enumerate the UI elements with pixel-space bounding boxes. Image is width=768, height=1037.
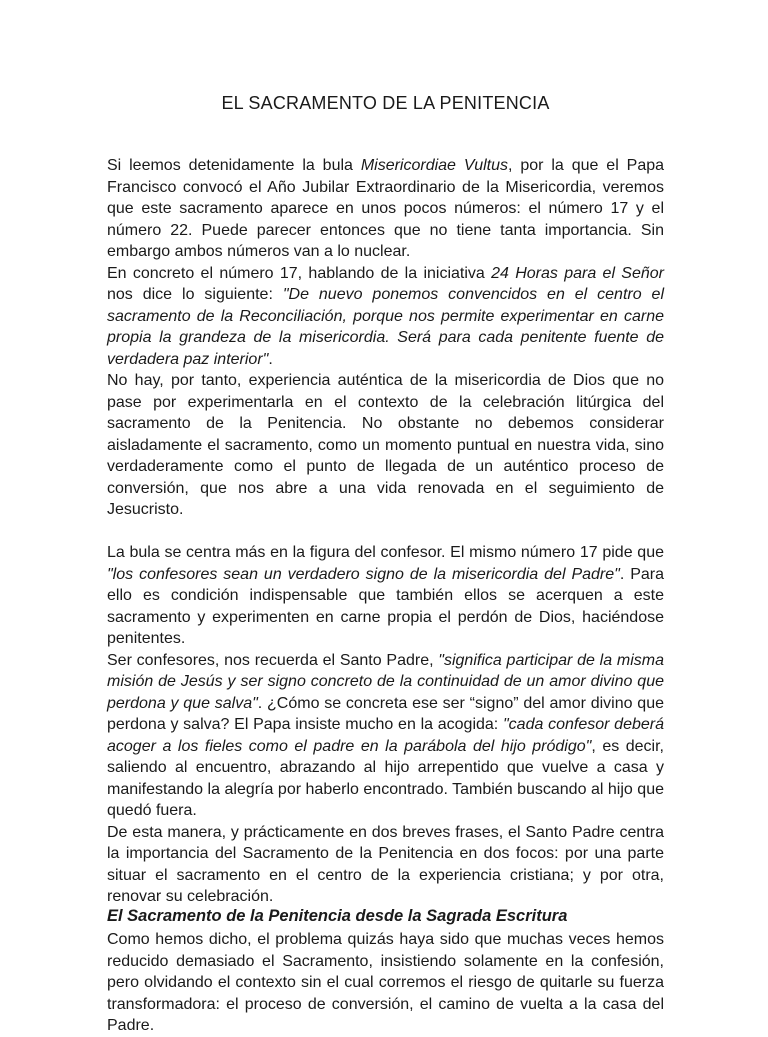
paragraph-6: De esta manera, y prácticamente en dos breves frases, el Santo Padre centra la importancia del Sacramento de la Penitencia en dos focos: por una parte situar el sacramento en el centro de la experiencia cristiana; y por otra, renovar su celebración. <box>107 823 664 905</box>
paragraph-gap <box>107 521 664 543</box>
paragraph-1 <box>107 155 664 263</box>
quote-confesores: "los confesores sean un verdadero signo de la misericordia del Padre" <box>107 565 620 583</box>
quote-mision: "significa participar de la misma misión de Jesús y ser signo concreto de la continuidad de un amor divino que perdona y que salva" <box>107 651 664 712</box>
paragraph-5-text-c: . ¿Cómo se concreta ese ser “signo” del amor divino que perdona y salva? El Papa insiste mucho en la acogida: <box>107 694 665 733</box>
paragraph-5-text-e: , es decir, saliendo al encuentro, abrazando al hijo arrepentido que vuelve a casa y manifestando la alegría por haberlo encontrado. También buscando al hijo que quedó fuera. <box>107 737 664 819</box>
paragraph-4-text-c: . Para ello es condición indispensable que también ellos se acerquen a este sacramento y experimenten en carne propia el perdón de Dios, haciéndose penitentes. <box>107 565 665 647</box>
paragraph-2-text-a: En concreto el número 17, hablando de la iniciativa <box>107 264 492 282</box>
paragraph-2-text-c: nos dice lo siguiente: <box>107 286 283 303</box>
document-body <box>107 155 664 1037</box>
section-subheading: El Sacramento de la Penitencia desde la Sagrada Escritura <box>107 907 568 925</box>
paragraph-1-text-c: , por la que el Papa Francisco convocó el Año Jubilar Extraordinario de la Misericordia, veremos que este sacramento aparece en unos pocos números: el número 17 y el número 22. Puede parecer entonces que no tiene tanta importancia. Sin embargo ambos números van a lo nuclear. <box>107 157 665 260</box>
paragraph-4-text-a: La bula se centra más en la figura del confesor. El mismo número 17 pide que <box>107 544 664 561</box>
paragraph-7: Como hemos dicho, el problema quizás haya sido que muchas veces hemos reducido demasiado el Sacramento, insistiendo solamente en la confesión, pero olvidando el contexto sin el cual corremos el riesgo de quitarle su fuerza transformadora: el proceso de conversión, el camino de vuelta a la casa del Padre. <box>107 931 664 1034</box>
paragraph-2-text-e: . <box>268 350 273 368</box>
paragraph-5 <box>107 650 664 822</box>
quote-acoger: "cada confesor deberá acoger a los fieles como el padre en la parábola del hijo pródigo" <box>107 716 665 755</box>
paragraph-3: No hay, por tanto, experiencia auténtica de la misericordia de Dios que no pase por experimentarla en el contexto de la celebración litúrgica del sacramento de la Penitencia. No obstante no debemos considerar aisladamente el sacramento, como un momento puntual en nuestra vida, sino verdaderamente como el punto de llegada de un auténtico proceso de conversión, que nos abre a una vida renovada en el seguimiento de Jesucristo. <box>107 372 664 518</box>
paragraph-4 <box>107 542 664 650</box>
paragraph-1-text-a: Si leemos detenidamente la bula <box>107 157 361 174</box>
paragraph-5-text-a: Ser confesores, nos recuerda el Santo Padre, <box>107 651 439 669</box>
quote-reconciliacion: "De nuevo ponemos convencidos en el centro el sacramento de la Reconciliación, porque nos permite experimentar en carne propia la grandeza de la misericordia. Será para cada penitente fuente de verdadera paz interior" <box>107 286 665 368</box>
document-title: EL SACRAMENTO DE LA PENITENCIA <box>221 93 550 113</box>
bula-title: Misericordiae Vultus <box>360 157 509 174</box>
initiative-name: 24 Horas para el Señor <box>491 264 665 282</box>
paragraph-2 <box>107 263 664 371</box>
